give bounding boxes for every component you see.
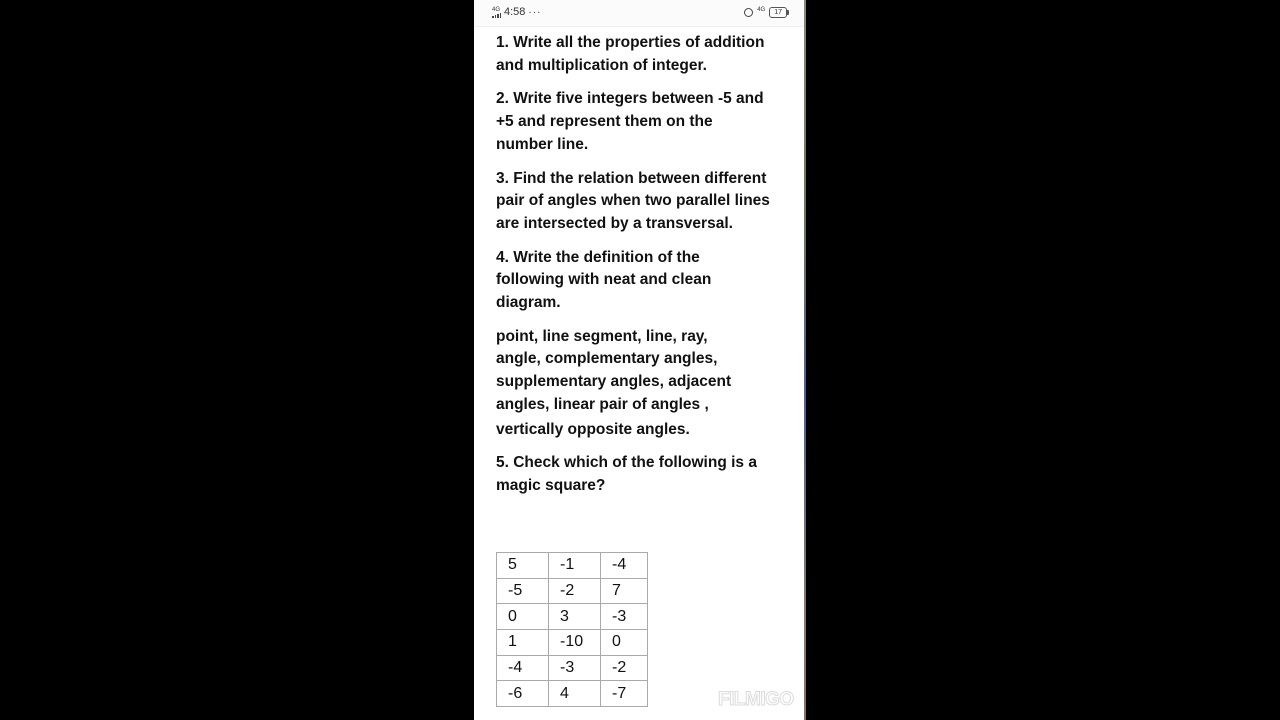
text-line: diagram. — [496, 294, 561, 312]
table-row — [497, 681, 648, 707]
text-line: point, line segment, line, ray, — [496, 327, 708, 345]
watermark-logo: FILMIGO — [718, 689, 794, 710]
text-line: and multiplication of integer. — [496, 56, 707, 74]
clock: 4:58 — [504, 6, 526, 18]
table-row — [497, 604, 648, 630]
network-type: 4G — [492, 6, 501, 13]
question-3 — [496, 168, 796, 236]
table-cell: -10 — [549, 630, 601, 656]
table-cell: -4 — [497, 655, 549, 681]
table-row — [497, 553, 648, 579]
screen-edge — [804, 0, 806, 720]
table-cell: -5 — [497, 578, 549, 604]
table-cell: 1 — [497, 630, 549, 656]
text-line: angle, complementary angles, — [496, 350, 718, 368]
table-row — [497, 630, 648, 656]
alarm-icon — [744, 8, 753, 17]
table-row — [497, 578, 648, 604]
table-row — [497, 655, 648, 681]
text-line: following with neat and clean — [496, 271, 712, 289]
magic-square-table — [496, 552, 648, 707]
question-5 — [496, 452, 796, 497]
table-cell: 0 — [601, 630, 648, 656]
table-cell: 7 — [601, 578, 648, 604]
battery-icon: 17 — [769, 7, 787, 18]
text-line: 3. Find the relation between different — [496, 169, 767, 187]
document-body — [496, 32, 796, 509]
table-cell: -6 — [497, 681, 549, 707]
text-line: angles, linear pair of angles , — [496, 395, 709, 413]
question-1 — [496, 32, 796, 77]
table-cell: -3 — [601, 604, 648, 630]
text-line: vertically opposite angles. — [496, 420, 690, 438]
table-cell: 3 — [549, 604, 601, 630]
table-cell: -7 — [601, 681, 648, 707]
definition-terms — [496, 326, 796, 442]
table-cell: -2 — [601, 655, 648, 681]
phone-screen — [474, 0, 805, 720]
text-line: 5. Check which of the following is a — [496, 454, 757, 472]
text-line: 1. Write all the properties of addition — [496, 34, 765, 51]
table-cell: -1 — [549, 553, 601, 579]
table-cell: -2 — [549, 578, 601, 604]
table-cell: 0 — [497, 604, 549, 630]
table-cell: 5 — [497, 553, 549, 579]
question-2 — [496, 88, 796, 156]
table-cell: -4 — [601, 553, 648, 579]
table-cell: 4 — [549, 681, 601, 707]
text-line: number line. — [496, 135, 589, 153]
more-notifications-icon: ··· — [528, 6, 542, 18]
text-line: 4. Write the definition of the — [496, 248, 700, 266]
table-cell: -3 — [549, 655, 601, 681]
text-line: +5 and represent them on the — [496, 113, 713, 131]
text-line: pair of angles when two parallel lines — [496, 192, 770, 210]
signal-icon — [492, 7, 501, 18]
text-line: magic square? — [496, 476, 606, 494]
question-4 — [496, 247, 796, 315]
network-type-right: 4G — [757, 6, 766, 13]
status-bar — [474, 0, 805, 27]
text-line: supplementary angles, adjacent — [496, 373, 732, 391]
text-line: are intersected by a transversal. — [496, 214, 733, 232]
text-line: 2. Write five integers between -5 and — [496, 90, 764, 108]
